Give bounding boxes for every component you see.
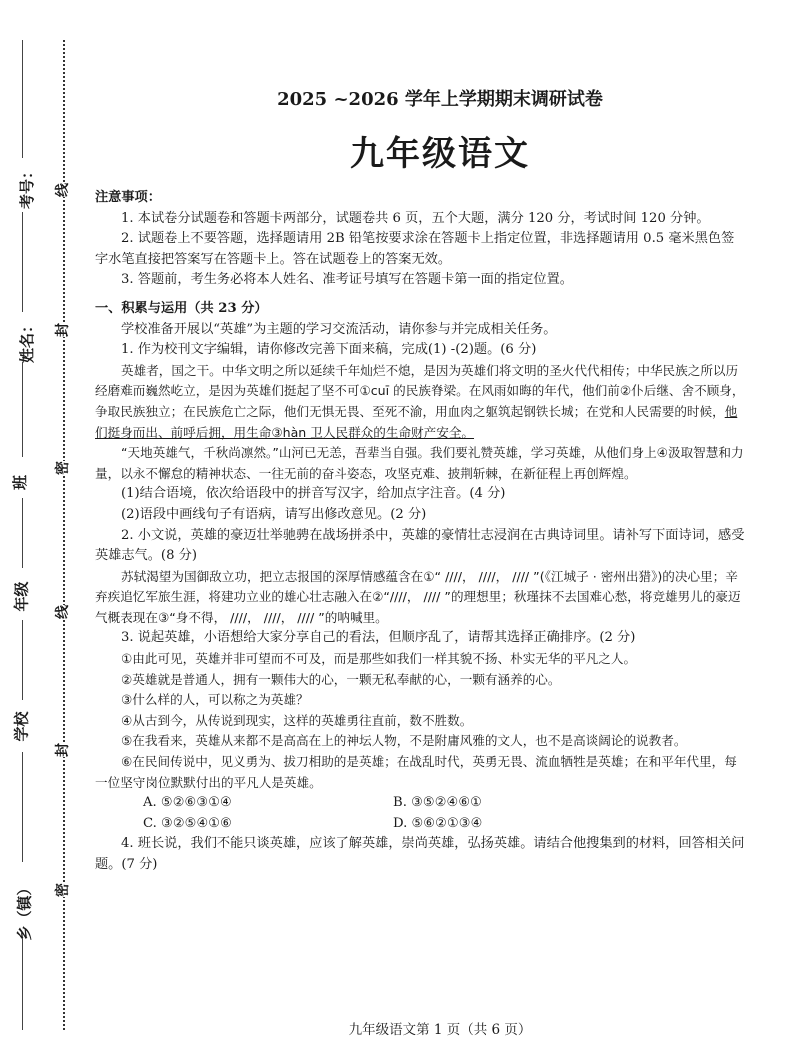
binding-mark-secret: 密 — [50, 461, 74, 475]
q1-passage-1-text: 英雄者，国之干。中华文明之所以延续千年灿烂不熄，是因为英雄们将文明的圣火代代相传；中华民族之所以历经磨难而巍然屹立，是因为英雄们挺起了坚不可①cuī 的民族脊梁。在风雨如晦的年代，他们前②仆后继、舍不顾身，争取民族独立；在民族危亡之际，他们无惧无畏、至死不渝，用血肉之躯筑起钢铁长城；在党和人民需要的时候， — [95, 362, 745, 419]
town-blank-2 — [22, 938, 23, 1030]
q1-stem: 1. 作为校刊文字编辑，请你修改完善下面来稿，完成(1) -(2)题。(6 分) — [121, 342, 537, 358]
q3-item-3: ③什么样的人，可以称之为英雄？ — [121, 692, 309, 708]
q1-sub-1: (1)结合语境，依次给语段中的拼音写汉字，给加点字注音。(4 分) — [121, 486, 506, 502]
q2-stem: 2. 小文说，英雄的豪迈壮举驰骋在战场拼杀中，英雄的豪情壮志浸润在古典诗词里。请补写下面诗词，感受英雄志气。(8 分) — [95, 527, 745, 564]
q3-item-2: ②英雄就是普通人，拥有一颗伟大的心，一颗无私奉献的心，一颗有涵养的心。 — [121, 671, 561, 687]
q3-item-5: ⑤在我看来，英雄从来都不是高高在上的神坛人物，不是附庸风雅的文人，也不是高谈阔论的说教者。 — [121, 733, 687, 749]
q3-options-row-1 — [95, 793, 745, 814]
name-blank — [22, 212, 23, 312]
school-label: 学校 — [12, 711, 31, 742]
page-footer: 九年级语文第 1 页（共 6 页） — [348, 1022, 532, 1038]
grade-label: 年级 — [12, 581, 31, 612]
exam-no-blank — [22, 40, 23, 158]
q1-sub-2: (2)语段中画线句子有语病，请写出修改意见。(2 分) — [121, 506, 427, 522]
exam-title: 2025 ~2026 学年上学期期末调研试卷 — [277, 89, 603, 110]
section-1-heading: 一、积累与运用（共 23 分） — [95, 300, 268, 316]
q1-passage-2: “天地英雄气，千秋尚凛然。”山河已无恙，吾辈当自强。我们要礼赞英雄，学习英雄，从他们身上④汲取智慧和力量，以永不懈怠的精神状态、一往无前的奋斗姿态，攻坚克难、披荆斩棘，在新征程上再创辉煌。 — [95, 445, 744, 481]
class-label: 班 — [11, 474, 30, 491]
grade-blank — [22, 498, 23, 568]
q1-passage-1 — [95, 361, 745, 443]
binding-mark-seal: 封 — [50, 323, 74, 337]
q4-stem: 4. 班长说，我们不能只谈英雄，应该了解英雄，崇尚英雄，弘扬英雄。请结合他搜集到的材料，回答相关问题。(7 分) — [95, 836, 745, 872]
q3-option-a: A. ⑤②⑥③①④ — [143, 795, 232, 811]
q2-passage: 苏轼渴望为国御敌立功，把立志报国的深厚情感蕴含在①“ ////， ////， //// ”(《江城子 · 密州出猎》)的决心里；辛弃疾追忆军旅生涯，将建功立业的雄心壮志融入在②“////， //// ”的理想里；秋瑾抹不去国难心愁，将竞雄男儿的豪迈气概表现在③“身不得， ////， ////， //// ”的呐喊里。 — [95, 568, 741, 625]
notice-item-2: 2. 试题卷上不要答题，选择题请用 2B 铅笔按要求涂在答题卡上指定位置，非选择题请用 0.5 毫米黑色签字水笔直接把答案写在答题卡上。答在试题卷上的答案无效。 — [95, 231, 735, 267]
q1-underlined-sentence: 他们挺身而出、前呼后拥，用生命③hàn 卫人民群众的生命财产安全。 — [95, 403, 738, 440]
name-label: 姓名： — [18, 317, 37, 364]
school-blank — [22, 620, 23, 700]
subject-title: 九年级语文 — [350, 134, 530, 174]
q3-stem: 3. 说起英雄，小语想给大家分享自己的看法，但顺序乱了，请帮其选择正确排序。(2 分) — [121, 630, 636, 646]
town-label: 乡（镇） — [15, 880, 34, 941]
notice-heading: 注意事项： — [95, 190, 161, 205]
q3-item-1: ①由此可见，英雄并非可望而不可及，而是那些如我们一样其貌不扬、朴实无华的平凡之人。 — [121, 651, 637, 667]
q3-option-b: B. ③⑤②④⑥① — [393, 795, 483, 811]
exam-no-label: 考号： — [18, 163, 37, 210]
binding-mark-line: 线 — [50, 183, 74, 197]
exam-content — [95, 188, 745, 876]
q3-options-row-2 — [95, 814, 745, 835]
section-1-intro: 学校准备开展以“英雄”为主题的学习交流活动，请你参与并完成相关任务。 — [121, 321, 557, 337]
class-blank — [22, 362, 23, 457]
notice-item-3: 3. 答题前，考生务必将本人姓名、准考证号填写在答题卡第一面的指定位置。 — [121, 272, 573, 288]
town-blank — [22, 752, 23, 862]
q3-item-6: ⑥在民间传说中，见义勇为、拔刀相助的是英雄；在战乱时代，英勇无畏、流血牺牲是英雄；在和平年代里，每一位坚守岗位默默付出的平凡人是英雄。 — [95, 754, 737, 790]
notice-item-1: 1. 本试卷分试题卷和答题卡两部分，试题卷共 6 页，五个大题，满分 120 分，考试时间 120 分钟。 — [121, 210, 710, 226]
binding-mark-secret-2: 密 — [50, 883, 74, 897]
q3-option-c: C. ③②⑤④①⑥ — [143, 815, 232, 831]
q3-item-4: ④从古到今，从传说到现实，这样的英雄勇往直前，数不胜数。 — [121, 712, 473, 728]
binding-margin — [0, 0, 80, 1054]
binding-mark-seal-2: 封 — [50, 743, 74, 757]
binding-mark-line-2: 线 — [50, 605, 74, 619]
q3-option-d: D. ⑤⑥②①③④ — [393, 815, 483, 831]
